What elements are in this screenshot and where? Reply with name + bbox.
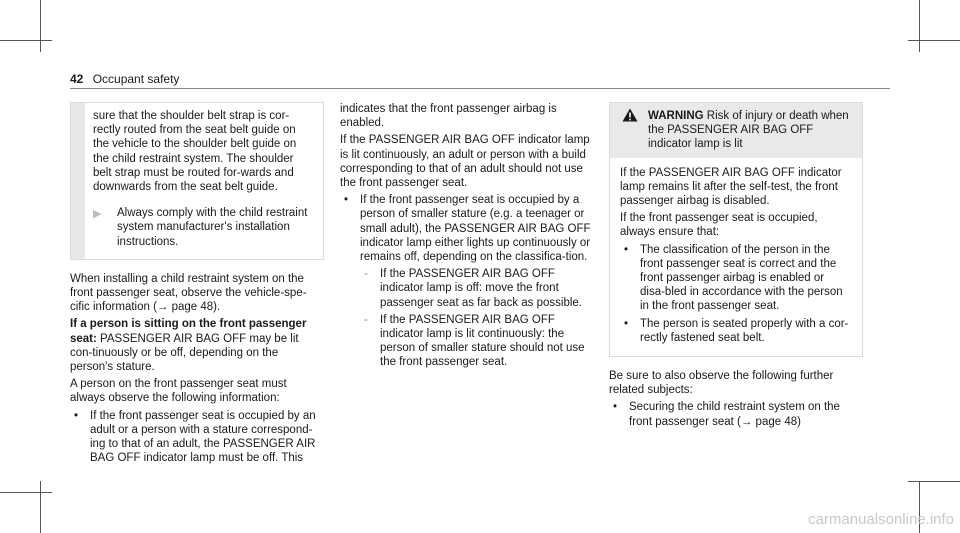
list-item-text: Securing the child restraint system on the front passenger seat (→ page 48) bbox=[629, 401, 840, 428]
crop-mark bbox=[0, 492, 52, 493]
list-item-text: The classification of the person in the front passenger seat is correct and the front passenger airbag is enabled or disa-bled in accordance with the person in the front passenger seat. bbox=[640, 243, 843, 313]
dash-icon: - bbox=[364, 313, 368, 326]
bullet-list bbox=[340, 193, 600, 369]
paragraph: A person on the front passenger seat must always observe the following information: bbox=[70, 378, 287, 405]
header-rule bbox=[70, 88, 890, 89]
bullet-icon: • bbox=[613, 401, 618, 414]
warning-icon bbox=[622, 108, 638, 122]
note-box bbox=[70, 102, 324, 260]
list-item bbox=[620, 317, 852, 345]
watermark: carmanualsonline.info bbox=[808, 510, 954, 528]
warning-label: WARNING bbox=[648, 110, 704, 122]
list-item-text: If the PASSENGER AIR BAG OFF indicator lamp is lit continuously: the person of smaller stature should not use the front passenger seat. bbox=[380, 313, 585, 369]
list-item-text: If the PASSENGER AIR BAG OFF indicator lamp is off: move the front passenger seat as far back as possible. bbox=[380, 268, 583, 309]
warning-body bbox=[610, 158, 862, 356]
list-item-text: If the front passenger seat is occupied by a person of smaller stature (e.g. a teenager or small adult), the PASSENGER AIR BAG OFF indicator lamp either lights up continuously or remains off, depending on the classifica-tion. bbox=[360, 194, 591, 264]
instruction-item bbox=[93, 206, 313, 249]
crop-mark bbox=[40, 481, 41, 533]
section-title: Occupant safety bbox=[92, 72, 180, 86]
paragraph: Be sure to also observe the following further related subjects: bbox=[609, 370, 834, 397]
dash-list bbox=[360, 267, 600, 369]
crop-mark bbox=[908, 481, 960, 482]
list-item bbox=[70, 409, 324, 466]
list-item bbox=[620, 243, 852, 314]
bullet-list bbox=[609, 400, 863, 428]
arrow-icon: ▶ bbox=[93, 208, 102, 221]
list-item bbox=[609, 400, 863, 428]
crop-mark bbox=[0, 40, 52, 41]
bullet-icon: • bbox=[624, 243, 629, 256]
left-body bbox=[70, 272, 324, 466]
paragraph: If the PASSENGER AIR BAG OFF indicator lamp is lit continuously, an adult or person with a build corresponding to that of an adult should not use the front passenger seat. bbox=[340, 134, 590, 190]
list-item-text: If the front passenger seat is occupied by an adult or a person with a stature correspond-ing to that of an adult, the PASSENGER AIR BAG OFF indicator lamp must be off. This bbox=[90, 409, 316, 465]
bold-lead: If a person is sitting on the front passenger seat: bbox=[70, 318, 307, 345]
warning-box bbox=[609, 102, 863, 357]
paragraph: If the front passenger seat is occupied, always ensure that: bbox=[620, 212, 818, 239]
bullet-icon: • bbox=[344, 194, 349, 207]
page-number: 42 bbox=[70, 72, 84, 86]
list-item bbox=[340, 193, 600, 369]
bullet-icon: • bbox=[74, 409, 79, 422]
paragraph: When installing a child restraint system on the front passenger seat, observe the vehicle-spe-cific information (→ page 48). bbox=[70, 272, 307, 314]
paragraph: indicates that the front passenger airbag is enabled. bbox=[340, 103, 557, 130]
dash-icon: - bbox=[364, 268, 368, 281]
list-item bbox=[360, 267, 600, 310]
bullet-list bbox=[620, 243, 852, 345]
warning-header bbox=[610, 103, 862, 158]
paragraph bbox=[70, 317, 324, 374]
crop-mark bbox=[908, 40, 960, 41]
note-paragraph: sure that the shoulder belt strap is cor-rectly routed from the seat belt guide on the vehicle to the shoulder belt guide on the child restraint system. The shoulder belt strap must be routed for-wards and downwards from the seat belt guide. bbox=[93, 110, 297, 194]
crop-mark bbox=[40, 0, 41, 52]
crop-mark bbox=[919, 0, 920, 52]
bullet-icon: • bbox=[624, 317, 629, 330]
instruction-text: Always comply with the child restraint system manufacturer's installation instructions. bbox=[117, 207, 308, 248]
right-column bbox=[609, 102, 863, 432]
page-header bbox=[70, 72, 179, 86]
warning-title: Risk of injury or death when the PASSENGER AIR BAG OFF indicator lamp is lit bbox=[648, 110, 849, 151]
middle-column bbox=[340, 102, 600, 373]
list-item bbox=[360, 313, 600, 370]
left-column bbox=[70, 102, 324, 468]
paragraph-rest: PASSENGER AIR BAG OFF may be lit con-tinuously or be off, depending on the person's stature. bbox=[70, 332, 299, 374]
paragraph: If the PASSENGER AIR BAG OFF indicator lamp remains lit after the self-test, the front passenger airbag is disabled. bbox=[620, 166, 842, 208]
right-body bbox=[609, 369, 863, 429]
note-box-bar bbox=[71, 103, 85, 259]
list-item-text: The person is seated properly with a cor-rectly fastened seat belt. bbox=[640, 317, 849, 344]
bullet-list bbox=[70, 409, 324, 466]
